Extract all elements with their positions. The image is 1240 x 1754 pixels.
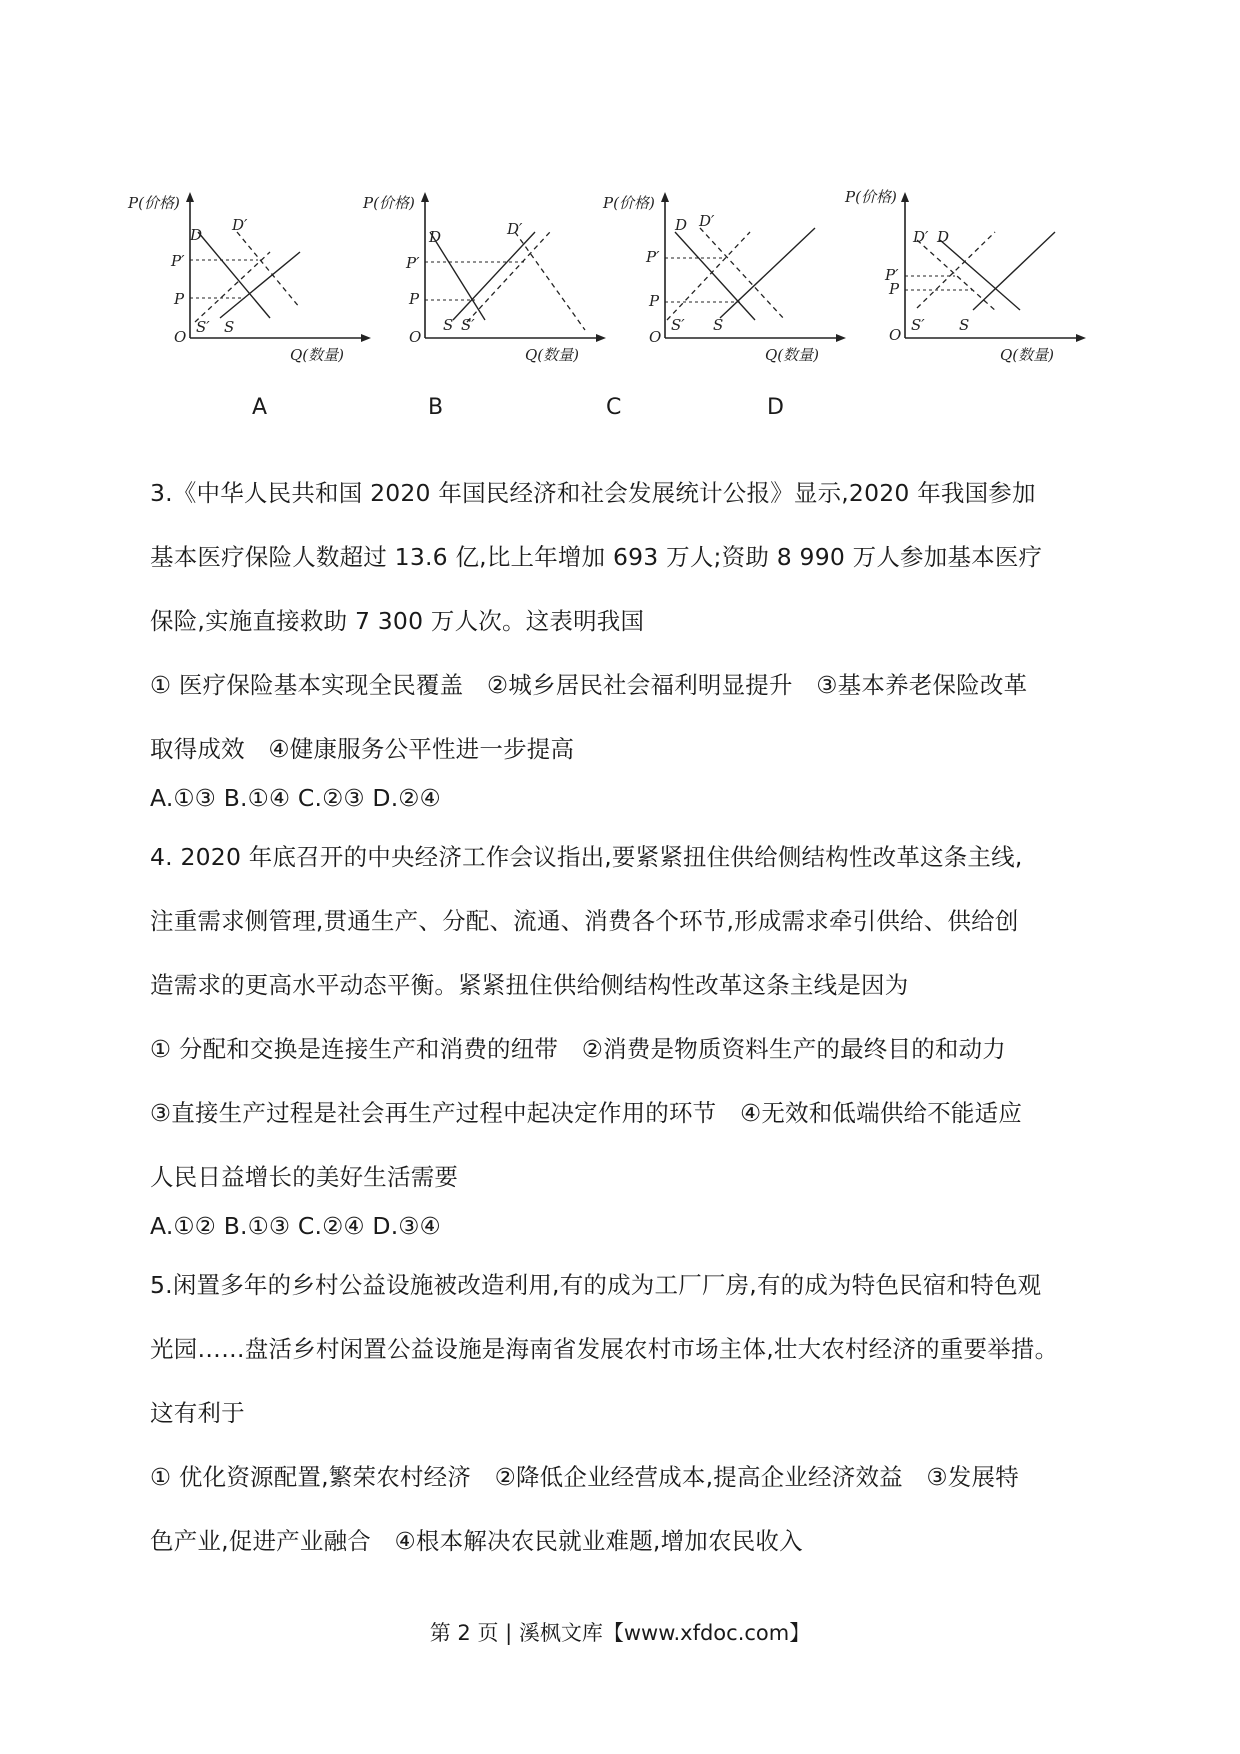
q5-stem-line1: 5.闲置多年的乡村公益设施被改造利用,有的成为工厂厂房,有的成为特色民宿和特色观 [150, 1271, 1042, 1299]
q3-items-line2: 取得成效 ④健康服务公平性进一步提高 [150, 735, 575, 763]
svg-text:P(价格): P(价格) [603, 194, 655, 212]
svg-text:Q(数量): Q(数量) [765, 346, 820, 364]
svg-text:Q(数量): Q(数量) [1000, 346, 1055, 364]
svg-text:S′: S′ [911, 316, 925, 334]
svg-text:P: P [649, 292, 660, 310]
demand-line-d [198, 232, 270, 318]
option-label-c: C [606, 395, 622, 420]
q-axis-label: Q(数量) [290, 346, 345, 364]
svg-text:S: S [959, 316, 970, 334]
svg-text:P′: P′ [646, 248, 660, 266]
svg-text:P′: P′ [885, 266, 899, 284]
q5-stem-line2: 光园……盘活乡村闲置公益设施是海南省发展农村市场主体,壮大农村经济的重要举措。 [150, 1335, 1059, 1363]
graph-c [603, 190, 855, 370]
supply-demand-graphs [128, 188, 1100, 390]
q5-items-line2: 色产业,促进产业融合 ④根本解决农民就业难题,增加农民收入 [150, 1527, 803, 1555]
svg-text:S′: S′ [671, 316, 685, 334]
svg-text:D: D [937, 228, 950, 246]
q3-choices: A.①③ B.①④ C.②③ D.②④ [150, 784, 441, 812]
svg-text:P: P [409, 290, 420, 308]
supply-line-s-prime [467, 232, 550, 322]
graph-a [128, 190, 380, 370]
svg-text:Q(数量): Q(数量) [525, 346, 580, 364]
svg-text:D: D [675, 216, 688, 234]
svg-text:P(价格): P(价格) [363, 194, 415, 212]
svg-text:P: P [174, 290, 185, 308]
svg-text:O: O [409, 328, 422, 346]
q4-choices: A.①② B.①③ C.②④ D.③④ [150, 1212, 441, 1240]
supply-line-s [220, 252, 300, 318]
svg-text:O: O [649, 328, 662, 346]
option-label-a: A [252, 395, 268, 420]
option-label-b: B [428, 395, 444, 420]
svg-text:S′: S′ [196, 318, 210, 336]
page-footer: 第 2 页 | 溪枫文库【www.xfdoc.com】 [429, 1621, 811, 1645]
q4-items-line3: 人民日益增长的美好生活需要 [150, 1163, 459, 1191]
p-axis-label: P(价格) [128, 194, 180, 212]
supply-line-s [720, 228, 815, 318]
supply-line-s-prime [917, 232, 995, 308]
q3-stem-line3: 保险,实施直接救助 7 300 万人次。这表明我国 [150, 607, 645, 635]
supply-line-s-prime [667, 232, 750, 320]
svg-text:S: S [713, 316, 724, 334]
svg-text:O: O [174, 328, 187, 346]
graph-d [845, 188, 1095, 370]
svg-text:D: D [190, 226, 203, 244]
q4-stem-line1: 4. 2020 年底召开的中央经济工作会议指出,要紧紧扭住供给侧结构性改革这条主线, [150, 843, 1023, 871]
demand-line-d [940, 240, 1020, 310]
supply-line-s [453, 232, 535, 320]
svg-text:S: S [443, 316, 454, 334]
svg-text:S′: S′ [461, 316, 475, 334]
svg-text:O: O [889, 326, 902, 344]
svg-text:D′: D′ [699, 212, 715, 230]
svg-text:P′: P′ [406, 254, 420, 272]
q4-stem-line2: 注重需求侧管理,贯通生产、分配、流通、消费各个环节,形成需求牵引供给、供给创 [150, 907, 1019, 935]
graph-b-svg [363, 190, 615, 370]
demand-line-d-prime [515, 232, 585, 330]
q3-items-line1: ① 医疗保险基本实现全民覆盖 ②城乡居民社会福利明显提升 ③基本养老保险改革 [150, 671, 1028, 699]
q3-stem-line1: 3.《中华人民共和国 2020 年国民经济和社会发展统计公报》显示,2020 年我国参加 [150, 479, 1036, 507]
graph-d-svg [845, 188, 1095, 370]
q4-stem-line3: 造需求的更高水平动态平衡。紧紧扭住供给侧结构性改革这条主线是因为 [150, 971, 909, 999]
q4-items-line2: ③直接生产过程是社会再生产过程中起决定作用的环节 ④无效和低端供给不能适应 [150, 1099, 1023, 1127]
graph-b [363, 190, 615, 370]
q4-items-line1: ① 分配和交换是连接生产和消费的纽带 ②消费是物质资料生产的最终目的和动力 [150, 1035, 1007, 1063]
supply-line-s [973, 232, 1055, 310]
demand-line-d [675, 232, 755, 320]
q5-stem-line3: 这有利于 [150, 1399, 245, 1427]
graph-a-svg [128, 190, 380, 370]
svg-text:D: D [429, 228, 442, 246]
supply-line-s-prime [195, 252, 270, 322]
svg-text:P: P [889, 280, 900, 298]
svg-text:D′: D′ [913, 228, 929, 246]
svg-text:P′: P′ [171, 252, 185, 270]
svg-text:D′: D′ [507, 220, 523, 238]
svg-text:D′: D′ [232, 216, 248, 234]
svg-text:P(价格): P(价格) [845, 188, 897, 206]
svg-text:S: S [224, 318, 235, 336]
option-label-d: D [767, 395, 784, 420]
q5-items-line1: ① 优化资源配置,繁荣农村经济 ②降低企业经营成本,提高企业经济效益 ③发展特 [150, 1463, 1019, 1491]
graph-c-svg [603, 190, 855, 370]
q3-stem-line2: 基本医疗保险人数超过 13.6 亿,比上年增加 693 万人;资助 8 990 万人参加基本医疗 [150, 543, 1043, 571]
